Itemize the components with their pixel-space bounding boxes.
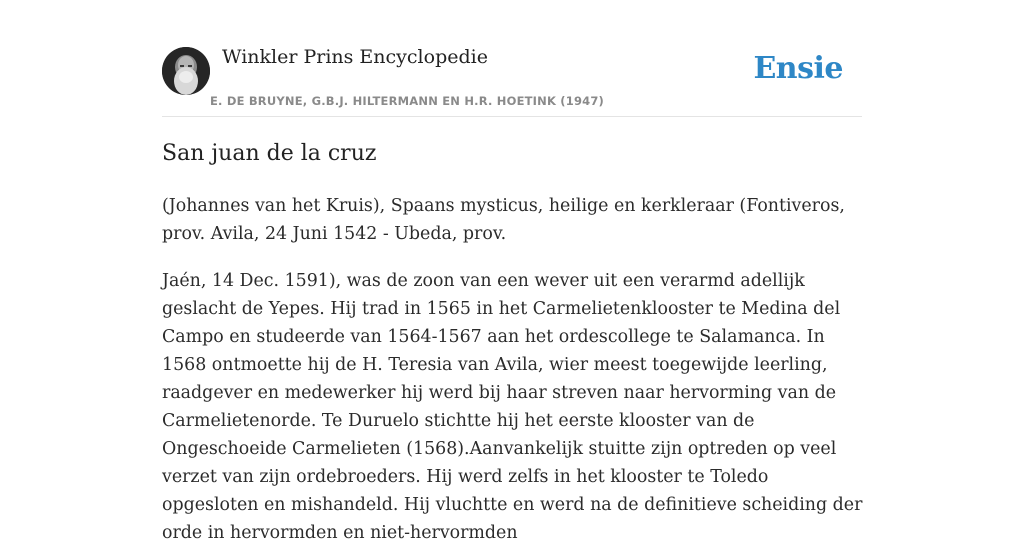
article-paragraph-2: Jaén, 14 Dec. 1591), was de zoon van een wever uit een verarmd adellijk geslacht de Yepes. Hij trad in 1565 in het Carmelietenklooster te Medina del Campo en studeerde van 1564-1567 aan het ordescollege te Salamanca. In 1568 ontmoette hij de H. Teresia van Avila, wier meest toegewijde leerling, raadgever en medewerker hij werd bij haar streven naar hervorming van de Carmelietenorde. Te Duruelo stichtte hij het eerste klooster van de Ongeschoeide Carmelieten (1568).Aanvankelijk stuitte zijn optreden op veel verzet van zijn ordebroeders. Hij werd zelfs in het klooster te Toledo opgesloten en mishandeld. Hij vluchtte en werd na de definitieve scheiding der orde in hervormden en niet-hervormden (162, 271, 863, 543)
article-title: San juan de la cruz (162, 141, 377, 166)
author-avatar[interactable] (162, 47, 210, 95)
header (162, 0, 862, 117)
book-title[interactable]: Winkler Prins Encyclopedie (222, 46, 488, 68)
ensie-logo[interactable]: Ensie (753, 51, 843, 86)
article-paragraph-1: (Johannes van het Kruis), Spaans mysticus, heilige en kerkleraar (Fontiveros, prov. Avila, 24 Juni 1542 - Ubeda, prov. (162, 196, 845, 244)
page (162, 0, 863, 543)
portrait-icon (162, 47, 210, 95)
authors-line: E. DE BRUYNE, G.B.J. HILTERMANN EN H.R. HOETINK (1947) (210, 94, 605, 108)
